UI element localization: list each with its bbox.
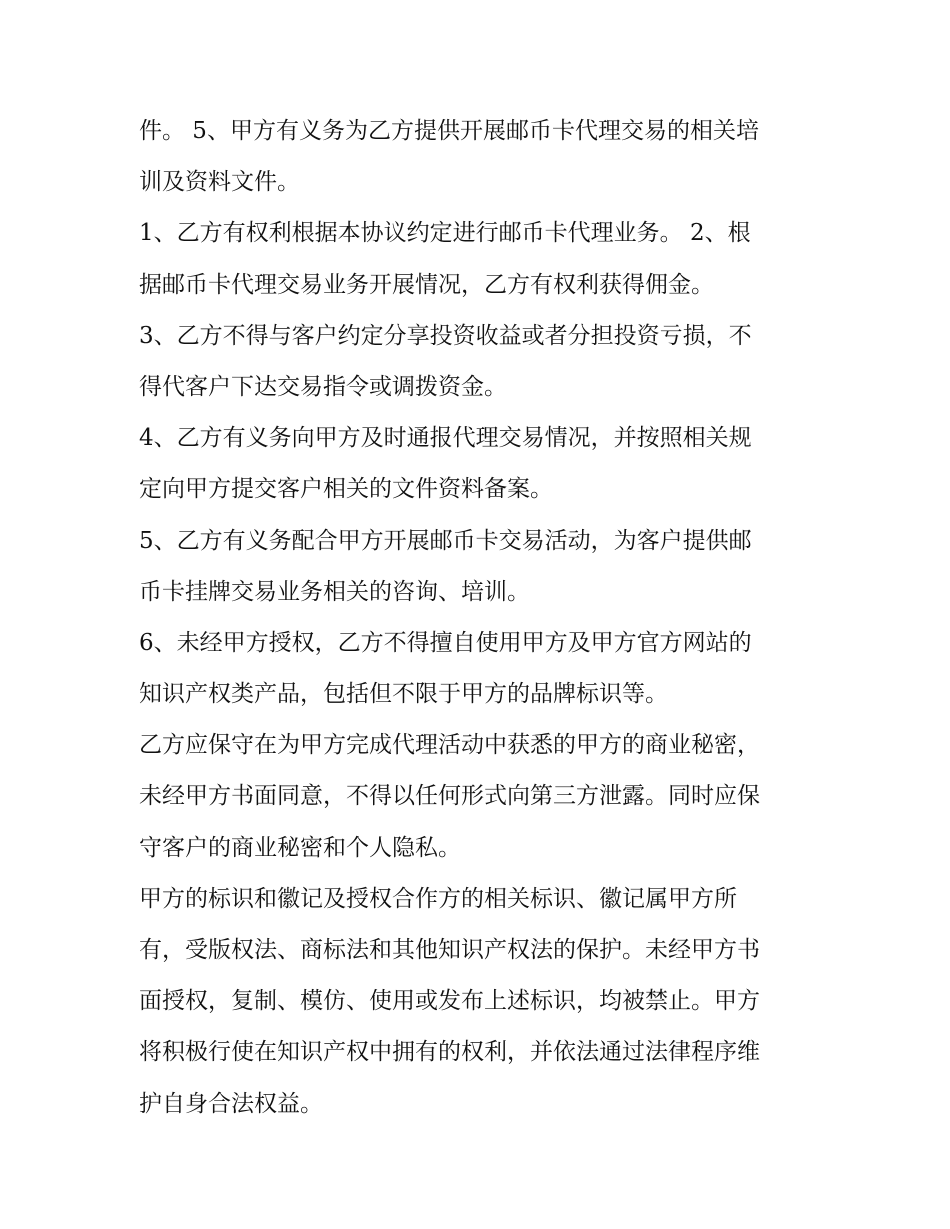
text-line: 知识产权类产品，包括但不限于甲方的品牌标识等。	[139, 681, 668, 708]
paragraph-clause-4	[139, 413, 819, 515]
text-line: 未经甲方书面同意，不得以任何形式向第三方泄露。同时应保	[139, 783, 760, 810]
text-line: 面授权，复制、模仿、使用或发布上述标识，均被禁止。甲方	[139, 988, 760, 1015]
paragraph-clause-5	[139, 516, 819, 618]
text-line: 将积极行使在知识产权中拥有的权利，并依法通过法律程序维	[139, 1039, 760, 1066]
paragraph-clause-3	[139, 311, 819, 413]
text-line: 训及资料文件。	[139, 169, 300, 196]
text-line: 得代客户下达交易指令或调拨资金。	[139, 373, 507, 400]
text-line: 护自身合法权益。	[139, 1090, 323, 1117]
text-line: 守客户的商业秘密和个人隐私。	[139, 834, 461, 861]
paragraph-party-a-training	[139, 106, 819, 208]
text-line: 5、乙方有义务配合甲方开展邮币卡交易活动，为客户提供邮	[139, 527, 752, 554]
text-line: 币卡挂牌交易业务相关的咨询、培训。	[139, 578, 530, 605]
text-line: 据邮币卡代理交易业务开展情况，乙方有权利获得佣金。	[139, 271, 714, 298]
text-line: 甲方的标识和徽记及授权合作方的相关标识、徽记属甲方所	[139, 885, 737, 912]
text-line: 6、未经甲方授权，乙方不得擅自使用甲方及甲方官方网站的	[139, 629, 752, 656]
text-line: 3、乙方不得与客户约定分享投资收益或者分担投资亏损，不	[139, 322, 752, 349]
paragraph-clause-6	[139, 618, 819, 720]
text-line: 1、乙方有权利根据本协议约定进行邮币卡代理业务。 2、根	[139, 220, 751, 247]
paragraph-intellectual-property	[139, 874, 819, 1130]
text-line: 4、乙方有义务向甲方及时通报代理交易情况，并按照相关规	[139, 425, 752, 452]
text-line: 乙方应保守在为甲方完成代理活动中获悉的甲方的商业秘密，	[139, 732, 760, 759]
paragraph-party-b-rights	[139, 208, 819, 310]
document-body	[139, 106, 819, 1130]
text-line: 有，受版权法、商标法和其他知识产权法的保护。未经甲方书	[139, 937, 760, 963]
paragraph-confidentiality	[139, 720, 819, 874]
text-line: 件。 5、甲方有义务为乙方提供开展邮币卡代理交易的相关培	[139, 118, 759, 144]
text-line: 定向甲方提交客户相关的文件资料备案。	[139, 476, 553, 503]
